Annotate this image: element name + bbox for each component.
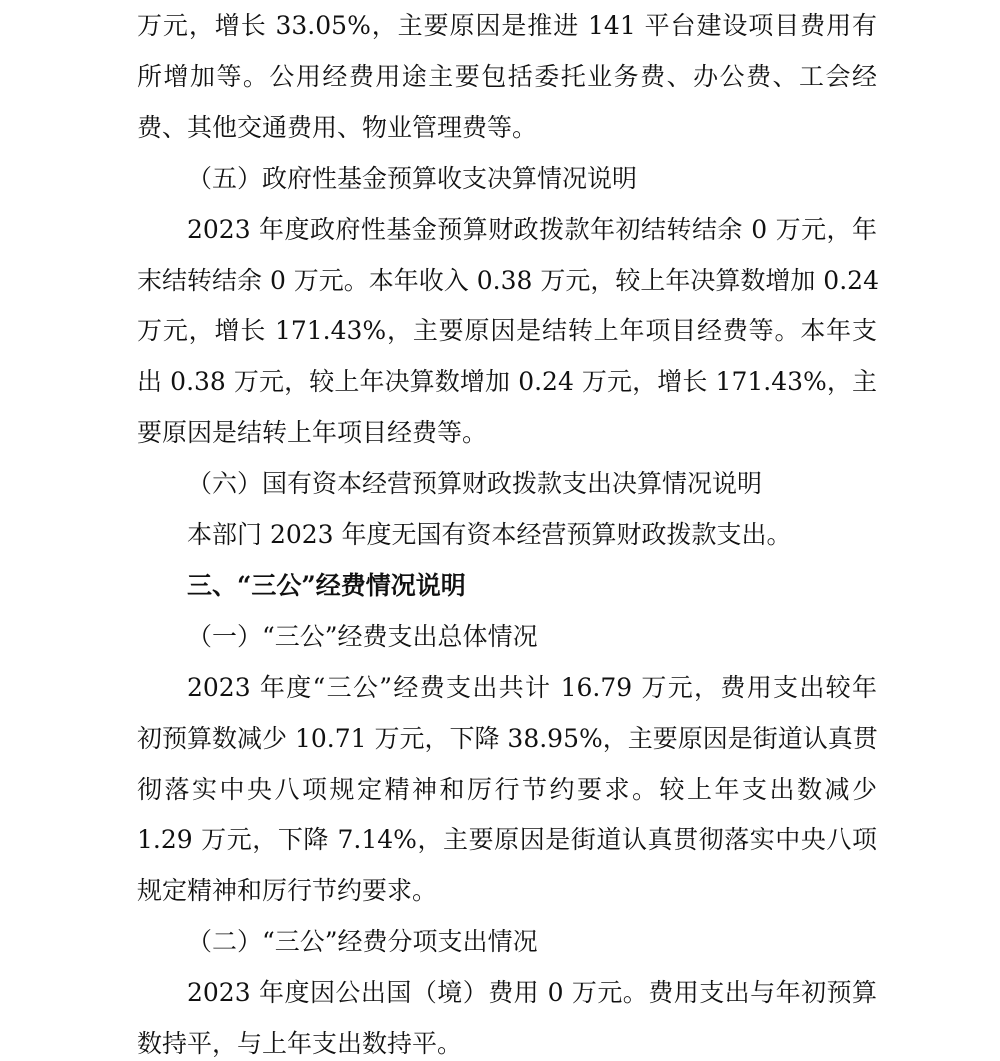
text-line: 2023 年度政府性基金预算财政拨款年初结转结余 0 万元，年 xyxy=(187,214,877,244)
text-line: 末结转结余 0 万元。本年收入 0.38 万元，较上年决算数增加 0.24 xyxy=(137,265,879,295)
text-line: 费、其他交通费用、物业管理费等。 xyxy=(137,112,538,142)
text-line: 本部门 2023 年度无国有资本经营预算财政拨款支出。 xyxy=(187,520,792,549)
text-line: 要原因是结转上年项目经费等。 xyxy=(137,418,488,448)
text-line: 所增加等。公用经费用途主要包括委托业务费、办公费、工会经 xyxy=(137,61,877,91)
text-line: 2023 年度“三公”经费支出共计 16.79 万元，费用支出较年 xyxy=(187,672,877,702)
section-heading: （二）“三公”经费分项支出情况 xyxy=(187,927,538,957)
text-line: 万元，增长 171.43%，主要原因是结转上年项目经费等。本年支 xyxy=(137,316,877,346)
text-line: 1.29 万元，下降 7.14%，主要原因是街道认真贯彻落实中央八项 xyxy=(137,825,877,855)
chapter-heading: 三、“三公”经费情况说明 xyxy=(187,570,466,600)
section-heading: （五）政府性基金预算收支决算情况说明 xyxy=(187,163,638,193)
section-heading: （一）“三公”经费支出总体情况 xyxy=(187,621,538,651)
text-line: 初预算数减少 10.71 万元，下降 38.95%，主要原因是街道认真贯 xyxy=(137,723,878,753)
section-heading: （六）国有资本经营预算财政拨款支出决算情况说明 xyxy=(187,469,763,499)
text-line: 彻落实中央八项规定精神和厉行节约要求。较上年支出数减少 xyxy=(137,774,877,804)
text-line: 规定精神和厉行节约要求。 xyxy=(137,876,438,906)
text-line: 2023 年度因公出国（境）费用 0 万元。费用支出与年初预算 xyxy=(187,978,877,1008)
text-line: 数持平，与上年支出数持平。 xyxy=(137,1029,463,1058)
text-line: 万元，增长 33.05%，主要原因是推进 141 平台建设项目费用有 xyxy=(137,11,877,40)
text-line: 出 0.38 万元，较上年决算数增加 0.24 万元，增长 171.43%，主 xyxy=(137,367,877,397)
